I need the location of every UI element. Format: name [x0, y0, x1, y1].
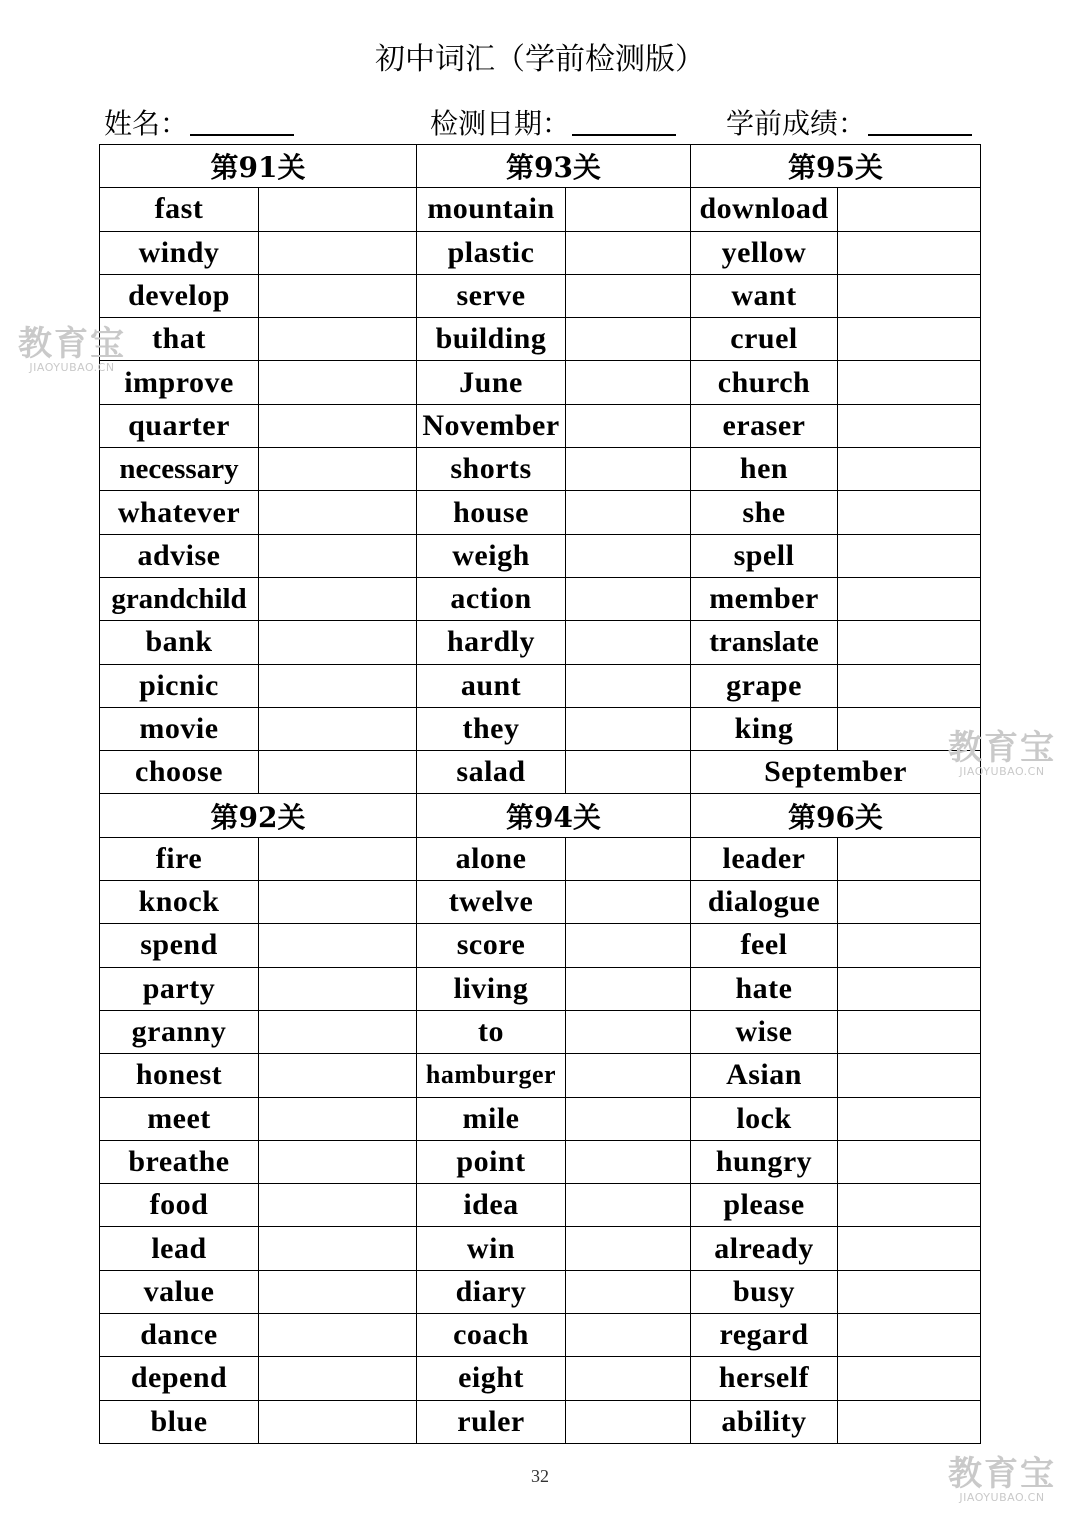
vocab-word: breathe [100, 1140, 259, 1183]
date-field [430, 104, 676, 144]
answer-cell[interactable] [259, 1314, 417, 1357]
answer-cell[interactable] [566, 621, 691, 664]
answer-cell[interactable] [838, 361, 981, 404]
answer-cell[interactable] [259, 1054, 417, 1097]
date-blank[interactable] [572, 104, 676, 136]
answer-cell[interactable] [259, 577, 417, 620]
answer-cell[interactable] [838, 924, 981, 967]
answer-cell[interactable] [566, 1227, 691, 1270]
answer-cell[interactable] [838, 1400, 981, 1443]
vocab-word: idea [417, 1184, 566, 1227]
answer-cell[interactable] [838, 621, 981, 664]
vocab-word: fast [100, 188, 259, 231]
table-row [100, 1097, 981, 1140]
answer-cell[interactable] [259, 751, 417, 794]
answer-cell[interactable] [566, 707, 691, 750]
table-row [100, 1314, 981, 1357]
vocab-word: mountain [417, 188, 566, 231]
name-blank[interactable] [190, 104, 294, 136]
answer-cell[interactable] [259, 361, 417, 404]
vocab-word: twelve [417, 881, 566, 924]
vocab-word: improve [100, 361, 259, 404]
answer-cell[interactable] [259, 274, 417, 317]
answer-cell[interactable] [838, 837, 981, 880]
answer-cell[interactable] [566, 274, 691, 317]
answer-cell[interactable] [566, 967, 691, 1010]
vocab-word: they [417, 707, 566, 750]
vocab-word: want [691, 274, 838, 317]
answer-cell[interactable] [838, 664, 981, 707]
answer-cell[interactable] [838, 1097, 981, 1140]
answer-cell[interactable] [566, 361, 691, 404]
answer-cell[interactable] [566, 924, 691, 967]
vocab-word: plastic [417, 231, 566, 274]
vocab-word: download [691, 188, 838, 231]
answer-cell[interactable] [838, 967, 981, 1010]
vocab-word: alone [417, 837, 566, 880]
vocab-word: meet [100, 1097, 259, 1140]
answer-cell[interactable] [566, 448, 691, 491]
vocab-word: dialogue [691, 881, 838, 924]
answer-cell[interactable] [838, 404, 981, 447]
answer-cell[interactable] [259, 534, 417, 577]
vocab-word: September [691, 751, 981, 794]
table-row [100, 1227, 981, 1270]
name-label: 姓名： [104, 107, 189, 140]
answer-cell[interactable] [838, 1054, 981, 1097]
table-row [100, 448, 981, 491]
answer-cell[interactable] [259, 967, 417, 1010]
vocab-word: food [100, 1184, 259, 1227]
table-row [100, 881, 981, 924]
vocab-word: that [100, 318, 259, 361]
answer-cell[interactable] [566, 1184, 691, 1227]
vocab-word: hardly [417, 621, 566, 664]
vocab-word: lead [100, 1227, 259, 1270]
vocab-word: leader [691, 837, 838, 880]
answer-cell[interactable] [259, 881, 417, 924]
table-row [100, 751, 981, 794]
answer-cell[interactable] [566, 534, 691, 577]
vocab-word: church [691, 361, 838, 404]
level-header: 第93关 [417, 145, 691, 188]
answer-cell[interactable] [566, 1054, 691, 1097]
vocab-word: blue [100, 1400, 259, 1443]
vocab-word: member [691, 577, 838, 620]
vocab-word: ruler [417, 1400, 566, 1443]
table-row [100, 1010, 981, 1053]
watermark-logo: 教育宝 JIAOYUBAO.CN [18, 324, 126, 374]
table-row [100, 1270, 981, 1313]
vocab-word: advise [100, 534, 259, 577]
answer-cell[interactable] [259, 491, 417, 534]
answer-cell[interactable] [838, 707, 981, 750]
answer-cell[interactable] [259, 1097, 417, 1140]
date-label: 检测日期： [430, 107, 571, 140]
answer-cell[interactable] [838, 188, 981, 231]
vocab-word: windy [100, 231, 259, 274]
answer-cell[interactable] [259, 1357, 417, 1400]
score-blank[interactable] [868, 104, 972, 136]
table-row [100, 967, 981, 1010]
answer-cell[interactable] [259, 924, 417, 967]
answer-cell[interactable] [566, 318, 691, 361]
answer-cell[interactable] [566, 577, 691, 620]
level-header: 第94关 [417, 794, 691, 837]
vocab-word: hungry [691, 1140, 838, 1183]
table-row [100, 318, 981, 361]
vocab-word: quarter [100, 404, 259, 447]
vocab-word: point [417, 1140, 566, 1183]
vocab-word: busy [691, 1270, 838, 1313]
vocab-word: fire [100, 837, 259, 880]
vocab-word: picnic [100, 664, 259, 707]
vocab-word: hen [691, 448, 838, 491]
answer-cell[interactable] [259, 621, 417, 664]
answer-cell[interactable] [259, 318, 417, 361]
answer-cell[interactable] [838, 491, 981, 534]
answer-cell[interactable] [838, 231, 981, 274]
table-row [100, 1357, 981, 1400]
vocab-word: June [417, 361, 566, 404]
table-row [100, 707, 981, 750]
vocab-word: hamburger [417, 1054, 566, 1097]
page-number: 32 [531, 1466, 549, 1486]
answer-cell[interactable] [566, 188, 691, 231]
vocab-word: feel [691, 924, 838, 967]
vocab-word: serve [417, 274, 566, 317]
vocab-word: she [691, 491, 838, 534]
answer-cell[interactable] [566, 231, 691, 274]
table-row [100, 1184, 981, 1227]
table-row [100, 491, 981, 534]
vocab-word: honest [100, 1054, 259, 1097]
answer-cell[interactable] [566, 1400, 691, 1443]
table-row [100, 577, 981, 620]
vocab-word: November [417, 404, 566, 447]
vocab-word: salad [417, 751, 566, 794]
answer-cell[interactable] [838, 274, 981, 317]
vocab-word: win [417, 1227, 566, 1270]
answer-cell[interactable] [566, 751, 691, 794]
answer-cell[interactable] [838, 1357, 981, 1400]
vocab-word: value [100, 1270, 259, 1313]
vocab-table [99, 144, 981, 1444]
answer-cell[interactable] [259, 188, 417, 231]
vocab-word: develop [100, 274, 259, 317]
vocab-word: party [100, 967, 259, 1010]
answer-cell[interactable] [566, 1314, 691, 1357]
vocab-word: necessary [100, 448, 259, 491]
vocab-word: movie [100, 707, 259, 750]
answer-cell[interactable] [259, 1184, 417, 1227]
vocab-word: please [691, 1184, 838, 1227]
vocab-word: regard [691, 1314, 838, 1357]
vocab-word: spend [100, 924, 259, 967]
vocab-word: living [417, 967, 566, 1010]
answer-cell[interactable] [566, 491, 691, 534]
vocab-word: wise [691, 1010, 838, 1053]
vocab-word: hate [691, 967, 838, 1010]
table-row [100, 361, 981, 404]
answer-cell[interactable] [259, 1140, 417, 1183]
vocab-word: eraser [691, 404, 838, 447]
answer-cell[interactable] [838, 577, 981, 620]
vocab-word: dance [100, 1314, 259, 1357]
answer-cell[interactable] [838, 534, 981, 577]
answer-cell[interactable] [566, 1357, 691, 1400]
table-row [100, 534, 981, 577]
table-row [100, 1140, 981, 1183]
vocab-word: herself [691, 1357, 838, 1400]
name-field [104, 104, 294, 144]
vocab-word: bank [100, 621, 259, 664]
answer-cell[interactable] [259, 1010, 417, 1053]
answer-cell[interactable] [838, 1184, 981, 1227]
answer-cell[interactable] [838, 881, 981, 924]
vocab-word: diary [417, 1270, 566, 1313]
page-title: 初中词汇（学前检测版） [375, 42, 705, 77]
vocab-word: lock [691, 1097, 838, 1140]
answer-cell[interactable] [259, 664, 417, 707]
score-label: 学前成绩： [726, 107, 867, 140]
watermark-logo: 教育宝 JIAOYUBAO.CN [948, 728, 1056, 778]
table-row [100, 1400, 981, 1443]
vocab-word: granny [100, 1010, 259, 1053]
score-field [726, 104, 972, 144]
level-header: 第91关 [100, 145, 417, 188]
table-row [100, 837, 981, 880]
answer-cell[interactable] [566, 881, 691, 924]
vocab-word: whatever [100, 491, 259, 534]
table-row [100, 274, 981, 317]
vocab-word: coach [417, 1314, 566, 1357]
answer-cell[interactable] [259, 404, 417, 447]
answer-cell[interactable] [838, 448, 981, 491]
vocab-word: knock [100, 881, 259, 924]
vocab-word: already [691, 1227, 838, 1270]
answer-cell[interactable] [259, 837, 417, 880]
vocab-word: Asian [691, 1054, 838, 1097]
answer-cell[interactable] [566, 1140, 691, 1183]
answer-cell[interactable] [259, 707, 417, 750]
watermark-logo: 教育宝 JIAOYUBAO.CN [948, 1454, 1056, 1504]
vocab-word: choose [100, 751, 259, 794]
vocab-word: grandchild [100, 577, 259, 620]
vocab-word: eight [417, 1357, 566, 1400]
vocab-word: grape [691, 664, 838, 707]
vocab-word: score [417, 924, 566, 967]
vocab-word: cruel [691, 318, 838, 361]
answer-cell[interactable] [566, 837, 691, 880]
answer-cell[interactable] [838, 318, 981, 361]
answer-cell[interactable] [838, 1140, 981, 1183]
table-row [100, 1054, 981, 1097]
section-header-row [100, 145, 981, 188]
answer-cell[interactable] [259, 1400, 417, 1443]
answer-cell[interactable] [566, 664, 691, 707]
level-header: 第96关 [691, 794, 981, 837]
level-header: 第95关 [691, 145, 981, 188]
level-header: 第92关 [100, 794, 417, 837]
vocab-word: translate [691, 621, 838, 664]
vocab-word: depend [100, 1357, 259, 1400]
vocab-word: building [417, 318, 566, 361]
answer-cell[interactable] [838, 1314, 981, 1357]
answer-cell[interactable] [838, 1270, 981, 1313]
vocab-word: ability [691, 1400, 838, 1443]
vocab-word: weigh [417, 534, 566, 577]
answer-cell[interactable] [259, 1227, 417, 1270]
table-row [100, 621, 981, 664]
table-row [100, 924, 981, 967]
table-row [100, 404, 981, 447]
answer-cell[interactable] [566, 1097, 691, 1140]
answer-cell[interactable] [259, 231, 417, 274]
vocab-word: to [417, 1010, 566, 1053]
table-row [100, 664, 981, 707]
answer-cell[interactable] [566, 404, 691, 447]
vocab-word: house [417, 491, 566, 534]
section-header-row [100, 794, 981, 837]
vocab-word: yellow [691, 231, 838, 274]
vocab-word: mile [417, 1097, 566, 1140]
answer-cell[interactable] [838, 1227, 981, 1270]
table-row [100, 231, 981, 274]
vocab-word: king [691, 707, 838, 750]
vocab-word: shorts [417, 448, 566, 491]
answer-cell[interactable] [838, 1010, 981, 1053]
vocab-word: spell [691, 534, 838, 577]
vocab-word: action [417, 577, 566, 620]
answer-cell[interactable] [566, 1010, 691, 1053]
answer-cell[interactable] [566, 1270, 691, 1313]
answer-cell[interactable] [259, 1270, 417, 1313]
table-row [100, 188, 981, 231]
vocab-word: aunt [417, 664, 566, 707]
answer-cell[interactable] [259, 448, 417, 491]
